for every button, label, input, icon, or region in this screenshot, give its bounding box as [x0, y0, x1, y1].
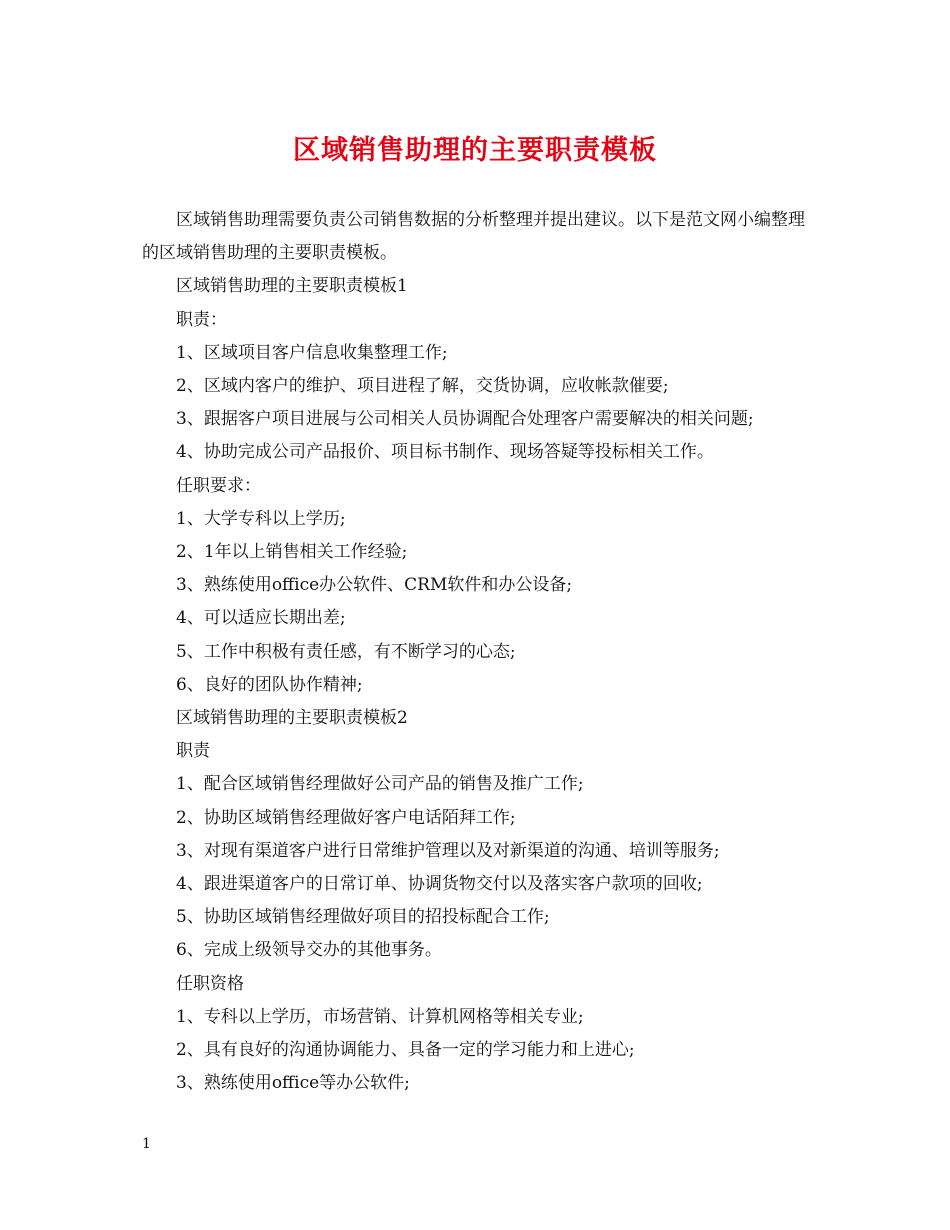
- section-heading-template-1: 区域销售助理的主要职责模板1: [176, 276, 408, 297]
- list-item: 4、可以适应长期出差;: [176, 608, 346, 629]
- list-item: 1、专科以上学历，市场营销、计算机网格等相关专业;: [176, 1006, 584, 1027]
- document-title: 区域销售助理的主要职责模板: [293, 135, 657, 166]
- list-item: 5、协助区域销售经理做好项目的招投标配合工作;: [176, 907, 550, 928]
- list-item: 2、区域内客户的维护、项目进程了解，交货协调，应收帐款催要;: [176, 376, 669, 397]
- list-item: 4、协助完成公司产品报价、项目标书制作、现场答疑等投标相关工作。: [176, 442, 714, 463]
- subheading-qualifications-2: 任职资格: [176, 973, 244, 994]
- list-item: 1、配合区域销售经理做好公司产品的销售及推广工作;: [176, 774, 584, 795]
- list-item: 3、熟练使用office等办公软件;: [176, 1073, 410, 1094]
- document-body: [142, 204, 810, 1100]
- section-heading-template-2: 区域销售助理的主要职责模板2: [176, 708, 408, 729]
- list-item: 4、跟进渠道客户的日常订单、协调货物交付以及落实客户款项的回收;: [176, 874, 703, 895]
- intro-paragraph: 区域销售助理需要负责公司销售数据的分析整理并提出建议。以下是范文网小编整理的区域销售助理的主要职责模板。: [142, 210, 805, 264]
- list-item: 3、熟练使用office办公软件、CRM软件和办公设备;: [176, 575, 573, 596]
- list-item: 6、完成上级领导交办的其他事务。: [176, 940, 442, 961]
- list-item: 1、区域项目客户信息收集整理工作;: [176, 342, 448, 363]
- list-item: 1、大学专科以上学历;: [176, 508, 346, 529]
- list-item: 2、1年以上销售相关工作经验;: [176, 542, 408, 563]
- list-item: 6、良好的团队协作精神;: [176, 674, 363, 695]
- list-item: 2、协助区域销售经理做好客户电话陌拜工作;: [176, 807, 516, 828]
- list-item: 3、跟据客户项目进展与公司相关人员协调配合处理客户需要解决的相关问题;: [176, 409, 754, 430]
- list-item: 2、具有良好的沟通协调能力、具备一定的学习能力和上进心;: [176, 1040, 635, 1061]
- subheading-requirements-1: 任职要求：: [176, 475, 261, 496]
- subheading-duties-1: 职责：: [176, 309, 227, 330]
- page-number: 1: [142, 1136, 151, 1152]
- subheading-duties-2: 职责: [176, 741, 210, 762]
- list-item: 5、工作中积极有责任感，有不断学习的心态;: [176, 641, 516, 662]
- list-item: 3、对现有渠道客户进行日常维护管理以及对新渠道的沟通、培训等服务;: [176, 840, 720, 861]
